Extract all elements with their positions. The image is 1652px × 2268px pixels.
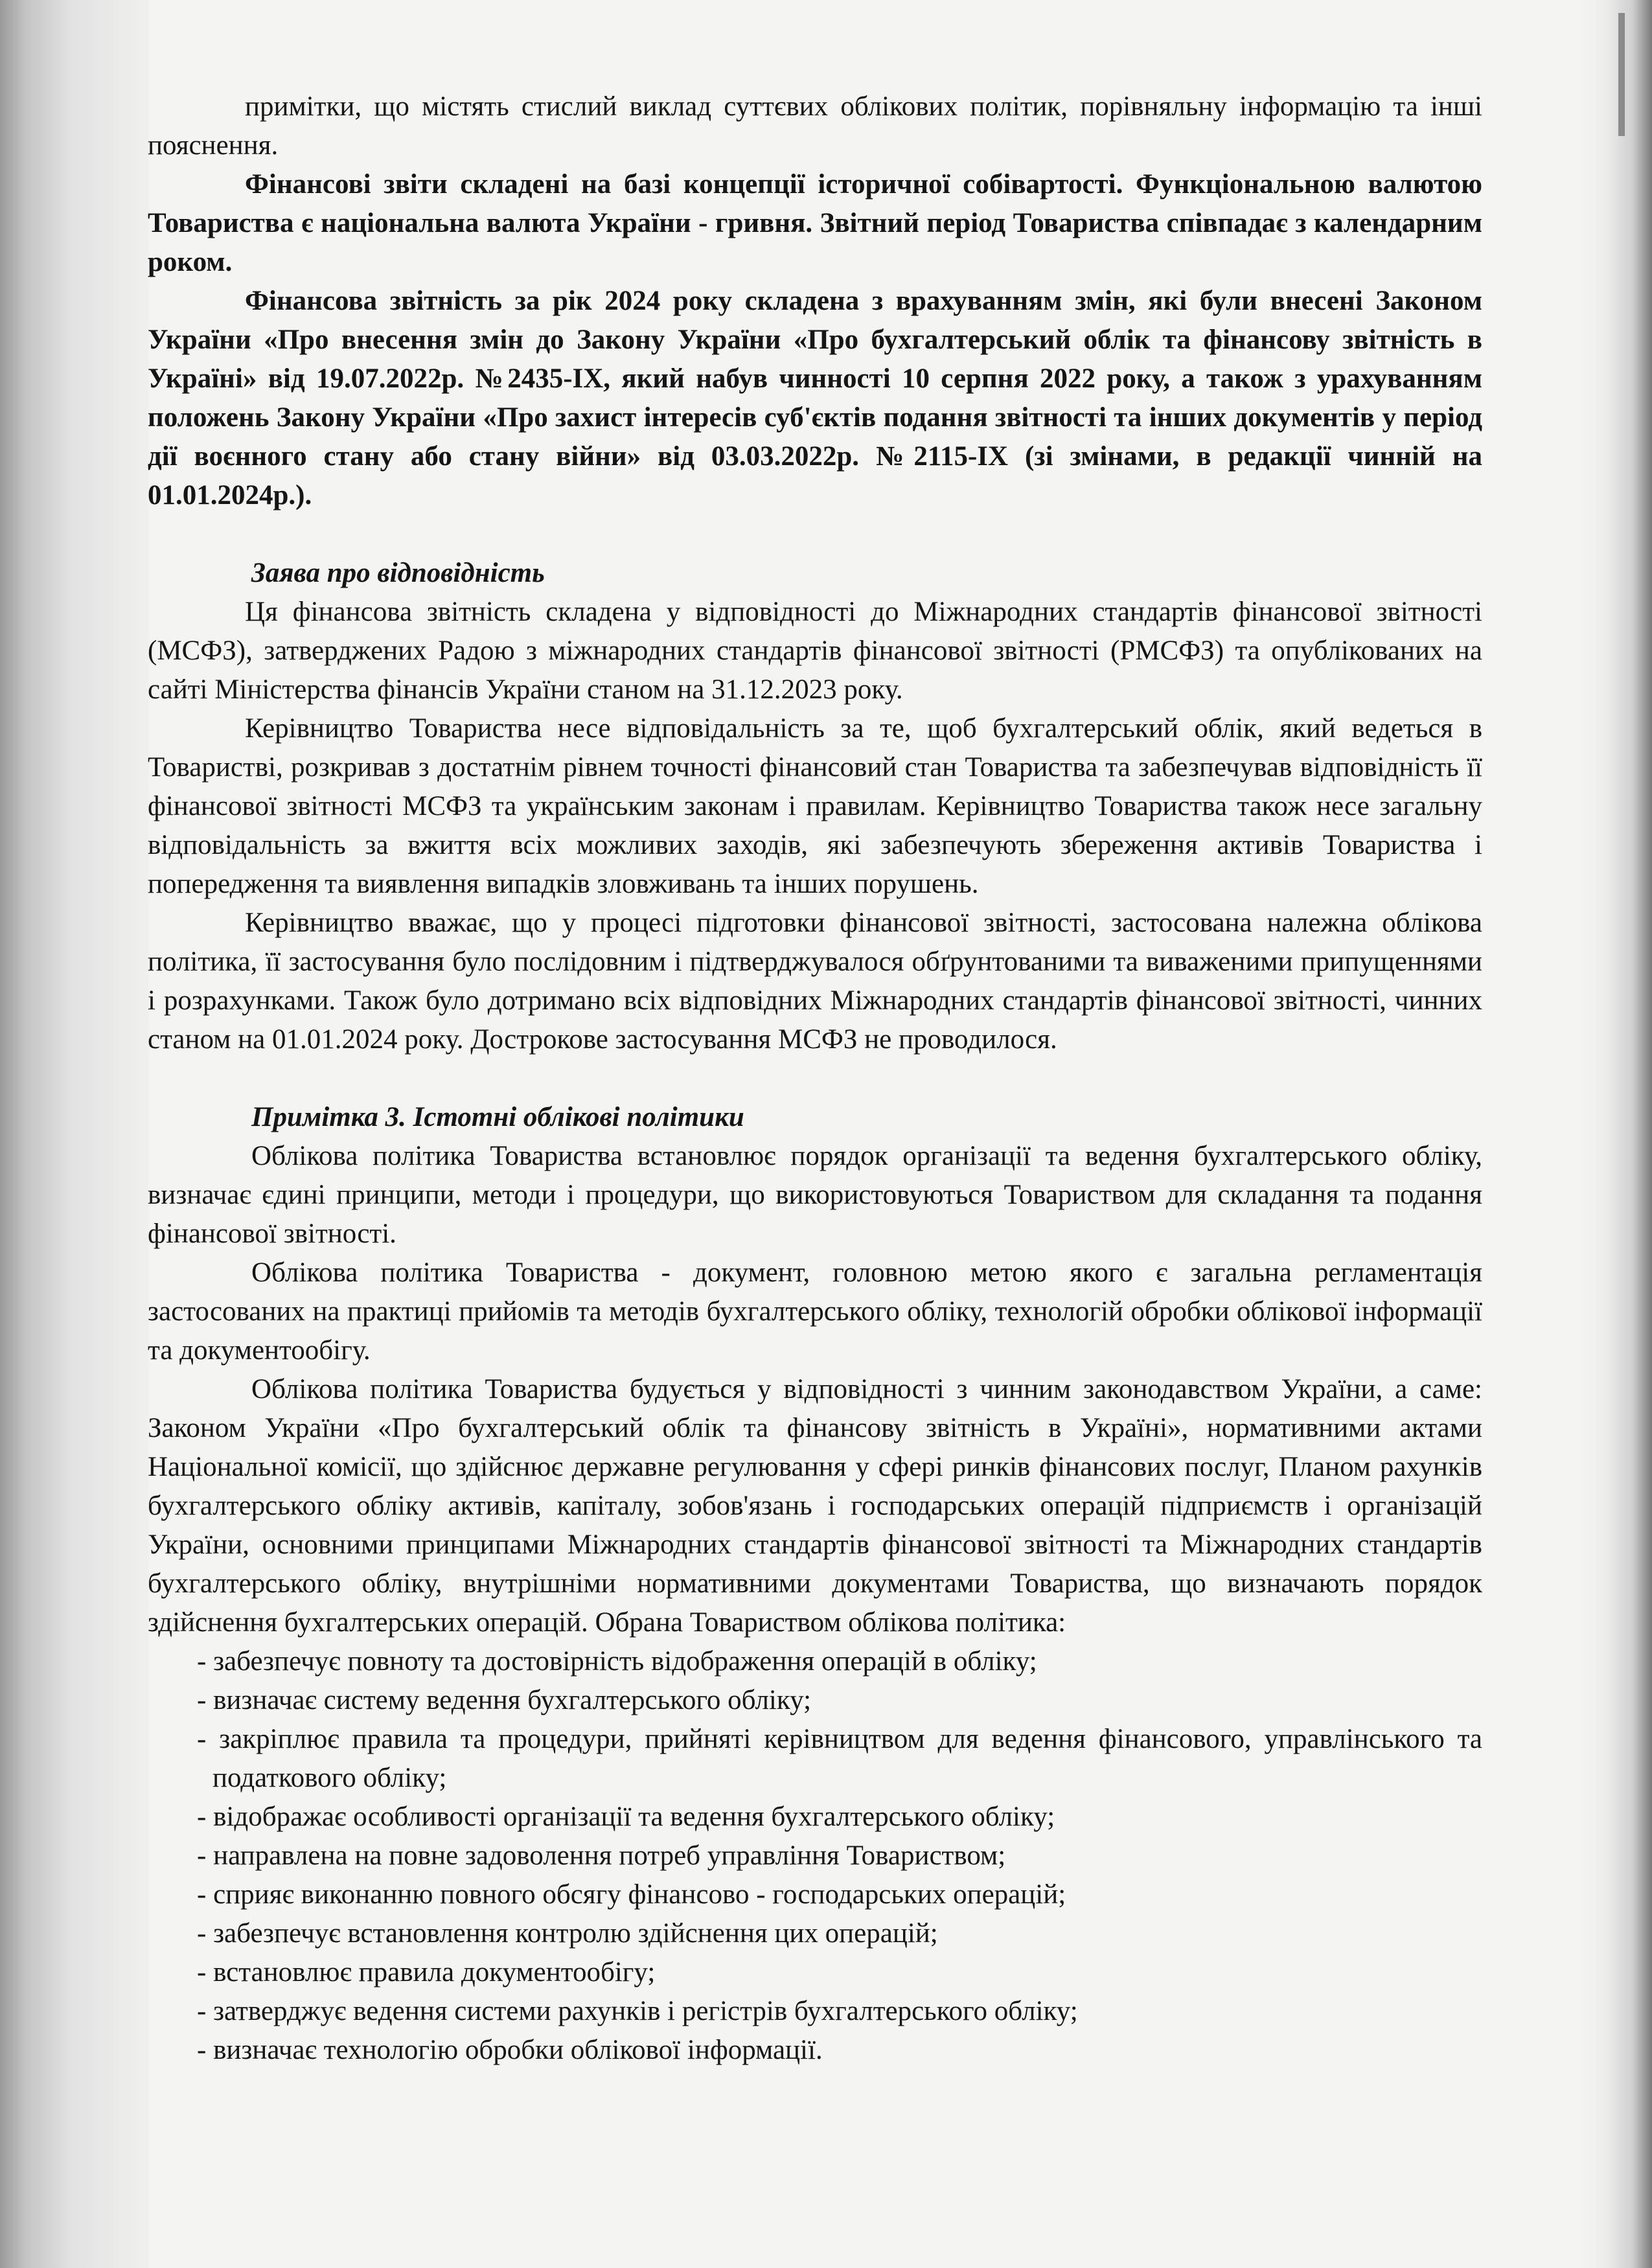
paragraph-management-responsibility: Керівництво Товариства несе відповідальність за те, щоб бухгалтерський облік, який ведеться в Товаристві, розкривав з достатнім рівнем точності фінансовий стан Товариства та забезпечував відповідність її фінансової звітності МСФЗ та українським законам і правилам. Керівництво Товариства також несе загальну відповідальність за вжиття всіх можливих заходів, які забезпечують збереження активів Товариства і попередження та виявлення випадків зловживань та інших порушень. xyxy=(148,713,1482,899)
section-heading-note3: Примітка 3. Істотні облікові політики xyxy=(251,1102,744,1132)
paragraph-historical-cost: Фінансові звіти складені на базі концепції історичної собівартості. Функціональною валютою Товариства є національна валюта України - гривня. Звітний період Товариства співпадає з календарним роком. xyxy=(148,169,1482,277)
paragraph-policy-establishes: Облікова політика Товариства встановлює порядок організації та ведення бухгалтерського обліку, визначає єдині принципи, методи і процедури, що використовуються Товариством для складання та подання фінансової звітності. xyxy=(148,1141,1482,1249)
paragraph-compliance-ifrs: Ця фінансова звітність складена у відповідності до Міжнародних стандартів фінансової звітності (МСФЗ), затверджених Радою з міжнародних стандартів фінансової звітності (РМСФЗ) та опублікованих на сайті Міністерства фінансів України станом на 31.12.2023 року. xyxy=(148,597,1482,705)
paragraph-law-changes: Фінансова звітність за рік 2024 року складена з врахуванням змін, які були внесені Законом України «Про внесення змін до Закону України «Про бухгалтерський облік та фінансову звітність в Україні» від 19.07.2022р. №2435-IX, який набув чинності 10 серпня 2022 року, а також з урахуванням положень Закону України «Про захист інтересів суб'єктів подання звітності та інших документів у період дії воєнного стану або стану війни» від 03.03.2022р. №2115-IX (зі змінами, в редакції чинній на 01.01.2024р.). xyxy=(148,286,1482,510)
list-item: - забезпечує встановлення контролю здійснення цих операцій; xyxy=(197,1918,938,1949)
scan-edge-left xyxy=(0,0,149,2268)
spacer xyxy=(148,1059,1482,1098)
scan-mark xyxy=(1618,13,1625,136)
policy-bullet-list xyxy=(148,1642,1482,2070)
list-item: - визначає систему ведення бухгалтерського обліку; xyxy=(197,1685,812,1715)
paragraph-policy-legislation: Облікова політика Товариства будується у відповідності з чинним законодавством України, а саме: Законом України «Про бухгалтерський облік та фінансову звітність в Україні», нормативними актами Національної комісії, що здійснює державне регулювання у сфері ринків фінансових послуг, Планом рахунків бухгалтерського обліку активів, капіталу, зобов'язань і господарських операцій підприємств і організацій України, основними принципами Міжнародних стандартів фінансової звітності та Міжнародних стандартів бухгалтерського обліку, внутрішніми нормативними документами Товариства, що визначають порядок здійснення бухгалтерських операцій. Обрана Товариством облікова політика: xyxy=(148,1374,1482,1638)
paragraph-policy-document: Облікова політика Товариства - документ, головною метою якого є загальна регламентація застосованих на практиці прийомів та методів бухгалтерського обліку, технологій обробки облікової інформації та документообігу. xyxy=(148,1257,1482,1366)
list-item: - сприяє виконанню повного обсягу фінансово - господарських операцій; xyxy=(197,1879,1066,1910)
list-item: - відображає особливості організації та ведення бухгалтерського обліку; xyxy=(197,1802,1055,1832)
list-item: - затверджує ведення системи рахунків і регістрів бухгалтерського обліку; xyxy=(197,1996,1078,2026)
spacer xyxy=(148,515,1482,554)
document-page xyxy=(148,87,1482,2070)
section-heading-compliance: Заява про відповідність xyxy=(251,558,545,588)
list-item: - встановлює правила документообігу; xyxy=(197,1957,656,1987)
paragraph-accounting-policy-consistency: Керівництво вважає, що у процесі підготовки фінансової звітності, застосована належна облікова політика, її застосування було послідовним і підтверджувалося обґрунтованими та виваженими припущеннями і розрахунками. Також було дотримано всіх відповідних Міжнародних стандартів фінансової звітності, чинних станом на 01.01.2024 року. Дострокове застосування МСФЗ не проводилося. xyxy=(148,908,1482,1055)
list-item: - закріплює правила та процедури, прийняті керівництвом для ведення фінансового, управлінського та податкового обліку; xyxy=(197,1724,1482,1793)
list-item: - визначає технологію обробки облікової інформації. xyxy=(197,2035,823,2065)
paragraph-notes-continuation: примітки, що містять стислий виклад суттєвих облікових політик, порівняльну інформацію та інші пояснення. xyxy=(148,91,1482,161)
list-item: - направлена на повне задоволення потреб управління Товариством; xyxy=(197,1840,1006,1871)
scan-edge-right xyxy=(1581,0,1652,2268)
list-item: - забезпечує повноту та достовірність відображення операцій в обліку; xyxy=(197,1646,1037,1677)
